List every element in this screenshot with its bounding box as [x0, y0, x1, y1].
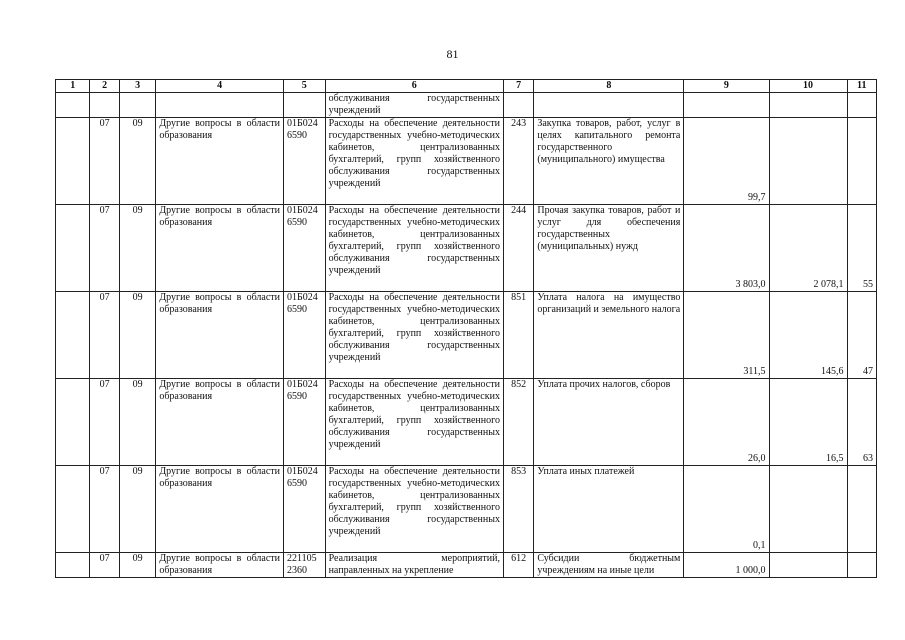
cell-col1: [56, 93, 90, 118]
table-row: [56, 93, 877, 118]
cell-expense-name: Уплата иных платежей: [534, 466, 684, 553]
cell-expense-name: Уплата прочих налогов, сборов: [534, 379, 684, 466]
cell-percent: [847, 93, 876, 118]
cell-plan: 3 803,0: [684, 205, 769, 292]
cell-section: 07: [90, 292, 119, 379]
table-row: [56, 553, 877, 578]
cell-target-name: Расходы на обеспечение деятельности государственных учебно-методических кабинетов, централизованных бухгалтерий, групп хозяйственного обслуживания государственных учреждений: [325, 379, 503, 466]
cell-target-name: Расходы на обеспечение деятельности государственных учебно-методических кабинетов, централизованных бухгалтерий, групп хозяйственного обслуживания государственных учреждений: [325, 466, 503, 553]
cell-subsection: 09: [119, 553, 155, 578]
cell-percent: [847, 466, 876, 553]
table-row: [56, 205, 877, 292]
cell-plan: 311,5: [684, 292, 769, 379]
cell-target-name: Расходы на обеспечение деятельности государственных учебно-методических кабинетов, централизованных бухгалтерий, групп хозяйственного обслуживания государственных учреждений: [325, 292, 503, 379]
cell-col1: [56, 205, 90, 292]
header-cell: 8: [534, 80, 684, 93]
cell-plan: 99,7: [684, 118, 769, 205]
cell-col1: [56, 379, 90, 466]
cell-subsection: 09: [119, 379, 155, 466]
cell-expense-name: Субсидии бюджетным учреждениям на иные цели: [534, 553, 684, 578]
cell-section: 07: [90, 466, 119, 553]
cell-percent: 55: [847, 205, 876, 292]
cell-plan: [684, 93, 769, 118]
cell-subsection-name: [156, 93, 284, 118]
budget-table: [55, 79, 877, 578]
table-row: [56, 379, 877, 466]
cell-section: 07: [90, 553, 119, 578]
table-row: [56, 292, 877, 379]
cell-actual: 2 078,1: [769, 205, 847, 292]
cell-target-code: 01Б024 6590: [284, 379, 326, 466]
cell-col1: [56, 118, 90, 205]
cell-subsection: 09: [119, 466, 155, 553]
cell-target-code: 221105 2360: [284, 553, 326, 578]
cell-section: 07: [90, 205, 119, 292]
cell-target-code: 01Б024 6590: [284, 118, 326, 205]
header-cell: 3: [119, 80, 155, 93]
cell-target-name: Расходы на обеспечение деятельности государственных учебно-методических кабинетов, централизованных бухгалтерий, групп хозяйственного обслуживания государственных учреждений: [325, 205, 503, 292]
cell-percent: 47: [847, 292, 876, 379]
cell-target-name: обслуживания государственных учреждений: [325, 93, 503, 118]
cell-subsection-name: Другие вопросы в области образования: [156, 118, 284, 205]
cell-target-code: 01Б024 6590: [284, 466, 326, 553]
header-cell: 2: [90, 80, 119, 93]
cell-subsection-name: Другие вопросы в области образования: [156, 205, 284, 292]
cell-section: 07: [90, 379, 119, 466]
cell-expense-code: 852: [503, 379, 533, 466]
cell-subsection-name: Другие вопросы в области образования: [156, 379, 284, 466]
cell-actual: [769, 466, 847, 553]
cell-target-code: 01Б024 6590: [284, 292, 326, 379]
cell-plan: 26,0: [684, 379, 769, 466]
header-cell: 6: [325, 80, 503, 93]
cell-actual: 145,6: [769, 292, 847, 379]
cell-expense-code: 612: [503, 553, 533, 578]
header-cell: 11: [847, 80, 876, 93]
page-number: 81: [446, 47, 459, 61]
header-cell: 7: [503, 80, 533, 93]
cell-expense-code: 244: [503, 205, 533, 292]
cell-target-name: Расходы на обеспечение деятельности государственных учебно-методических кабинетов, централизованных бухгалтерий, групп хозяйственного обслуживания государственных учреждений: [325, 118, 503, 205]
cell-expense-code: 243: [503, 118, 533, 205]
cell-expense-code: [503, 93, 533, 118]
header-cell: 1: [56, 80, 90, 93]
cell-actual: [769, 93, 847, 118]
cell-col1: [56, 292, 90, 379]
cell-col1: [56, 553, 90, 578]
cell-subsection: 09: [119, 292, 155, 379]
header-cell: 5: [284, 80, 326, 93]
cell-expense-name: [534, 93, 684, 118]
cell-expense-code: 851: [503, 292, 533, 379]
cell-subsection: [119, 93, 155, 118]
cell-target-code: [284, 93, 326, 118]
cell-plan: 0,1: [684, 466, 769, 553]
cell-expense-name: Закупка товаров, работ, услуг в целях капитального ремонта государственного (муниципального) имущества: [534, 118, 684, 205]
cell-subsection: 09: [119, 205, 155, 292]
header-row: [56, 80, 877, 93]
cell-subsection-name: Другие вопросы в области образования: [156, 292, 284, 379]
header-cell: 10: [769, 80, 847, 93]
header-cell: 4: [156, 80, 284, 93]
cell-target-code: 01Б024 6590: [284, 205, 326, 292]
cell-plan: 1 000,0: [684, 553, 769, 578]
cell-expense-name: Прочая закупка товаров, работ и услуг для обеспечения государственных (муниципальных) нужд: [534, 205, 684, 292]
cell-subsection-name: Другие вопросы в области образования: [156, 553, 284, 578]
cell-target-name: Реализация мероприятий, направленных на укрепление: [325, 553, 503, 578]
cell-expense-code: 853: [503, 466, 533, 553]
cell-percent: [847, 118, 876, 205]
cell-percent: 63: [847, 379, 876, 466]
table-row: [56, 118, 877, 205]
table-row: [56, 466, 877, 553]
cell-actual: 16,5: [769, 379, 847, 466]
cell-actual: [769, 553, 847, 578]
cell-percent: [847, 553, 876, 578]
header-cell: 9: [684, 80, 769, 93]
cell-expense-name: Уплата налога на имущество организаций и земельного налога: [534, 292, 684, 379]
cell-subsection: 09: [119, 118, 155, 205]
cell-section: 07: [90, 118, 119, 205]
cell-actual: [769, 118, 847, 205]
cell-subsection-name: Другие вопросы в области образования: [156, 466, 284, 553]
cell-section: [90, 93, 119, 118]
cell-col1: [56, 466, 90, 553]
